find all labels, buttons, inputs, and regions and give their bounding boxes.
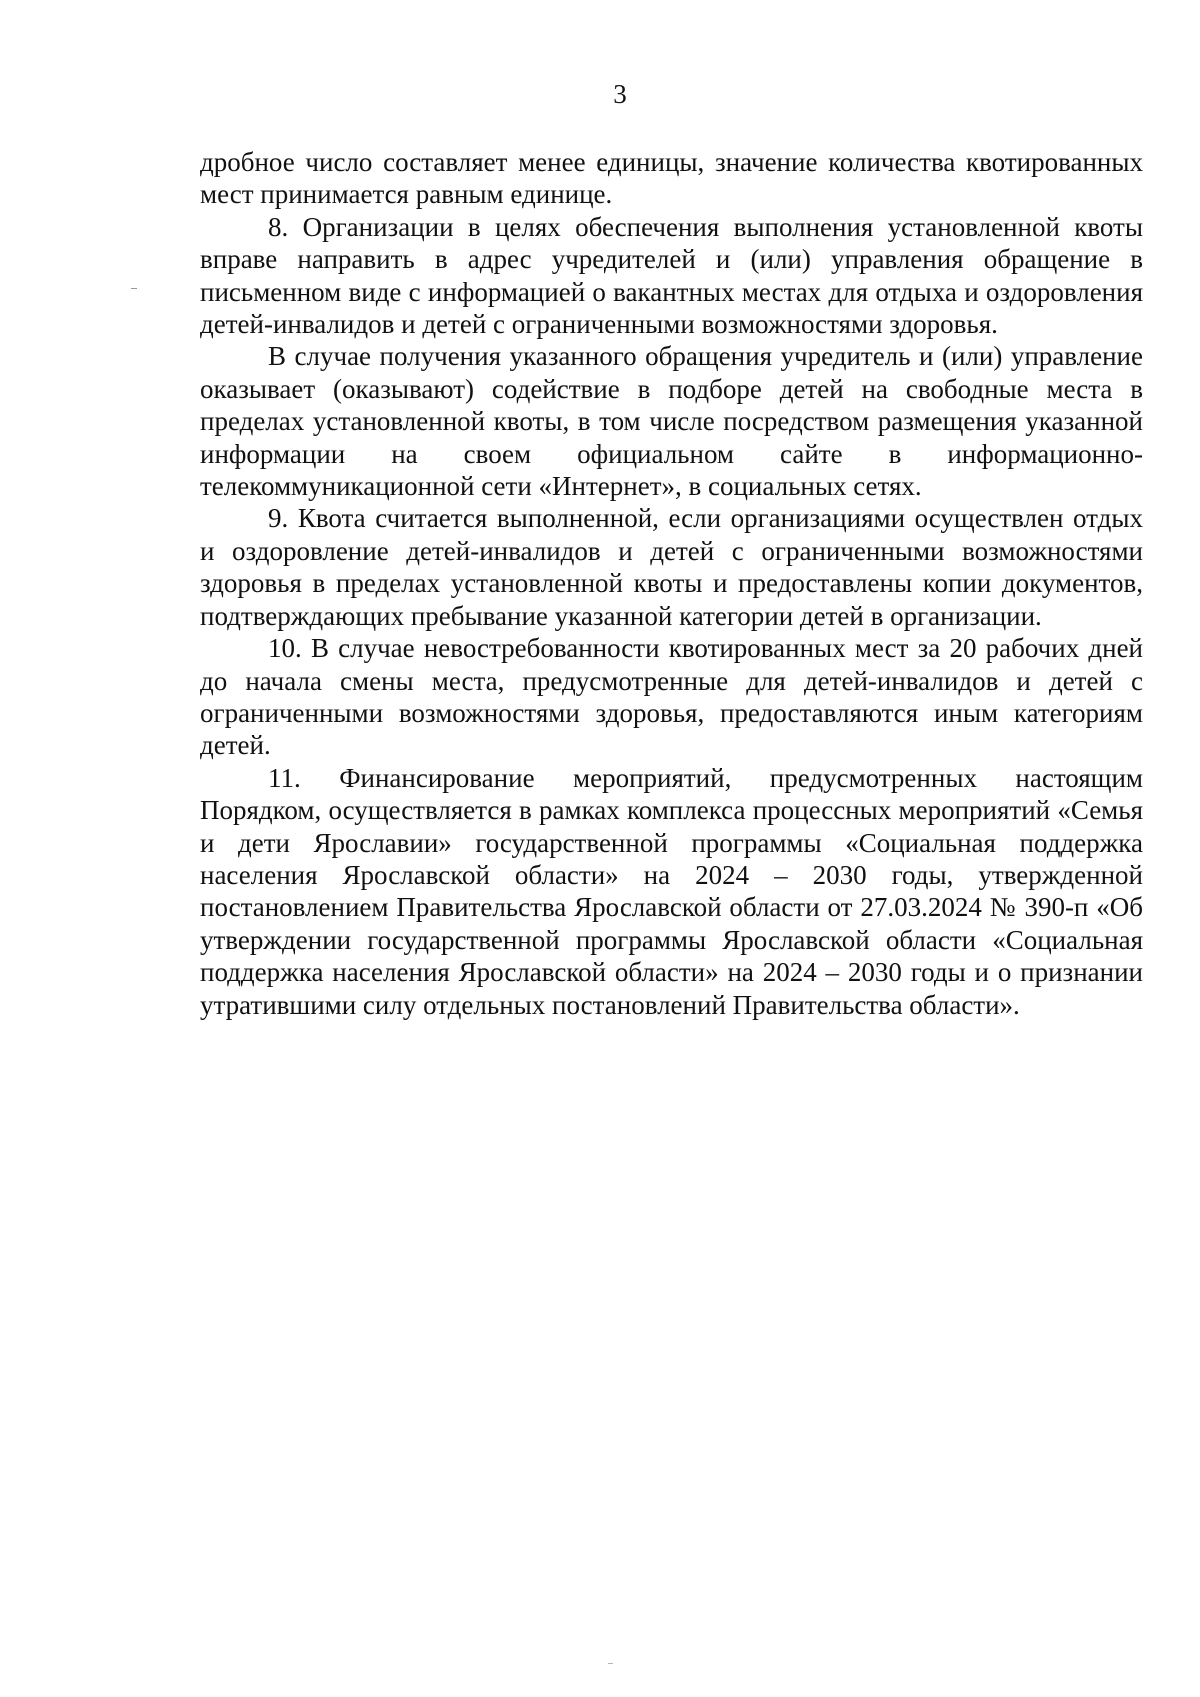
footer-mark <box>608 1663 613 1664</box>
margin-mark <box>131 288 137 289</box>
paragraph-request-support: В случае получения указанного обращения учредитель и (или) управление оказывает (оказывают) содействие в подборе детей на свободные места в пределах установленной квоты, в том числе посредством размещения указанной информации на своем официальном сайте в информационно-телекоммуникационной сети «Интернет», в социальных сетях. <box>200 341 1143 502</box>
paragraph-8: 8. Организации в целях обеспечения выполнения установленной квоты вправе направить в адрес учредителей и (или) управления обращение в письменном виде с информацией о вакантных местах для отдыха и оздоровления детей-инвалидов и детей с ограниченными возможностями здоровья. <box>200 211 1143 340</box>
paragraph-9: 9. Квота считается выполненной, если организациями осуществлен отдых и оздоровление детей-инвалидов и детей с ограниченными возможностями здоровья в пределах установленной квоты и предоставлены копии документов, подтверждающих пребывание указанной категории детей в организации. <box>200 503 1143 631</box>
page-number: 3 <box>613 79 627 109</box>
paragraph-11: 11. Финансирование мероприятий, предусмотренных настоящим Порядком, осуществляется в рамках комплекса процессных мероприятий «Семья и дети Ярославии» государственной программы «Социальная поддержка населения Ярославской области» на 2024 – 2030 годы, утвержденной постановлением Правительства Ярославской области от 27.03.2024 № 390-п «Об утверждении государственной программы Ярославской области «Социальная поддержка населения Ярославской области» на 2024 – 2030 годы и о признании утратившими силу отдельных постановлений Правительства области». <box>200 762 1143 1020</box>
document-body <box>200 146 1143 1021</box>
paragraph-10: 10. В случае невостребованности квотированных мест за 20 рабочих дней до начала смены места, предусмотренные для детей-инвалидов и детей с ограниченными возможностями здоровья, предоставляются иным категориям детей. <box>200 633 1143 761</box>
paragraph-continuation: дробное число составляет менее единицы, значение количества квотированных мест принимается равным единице. <box>200 147 1143 210</box>
